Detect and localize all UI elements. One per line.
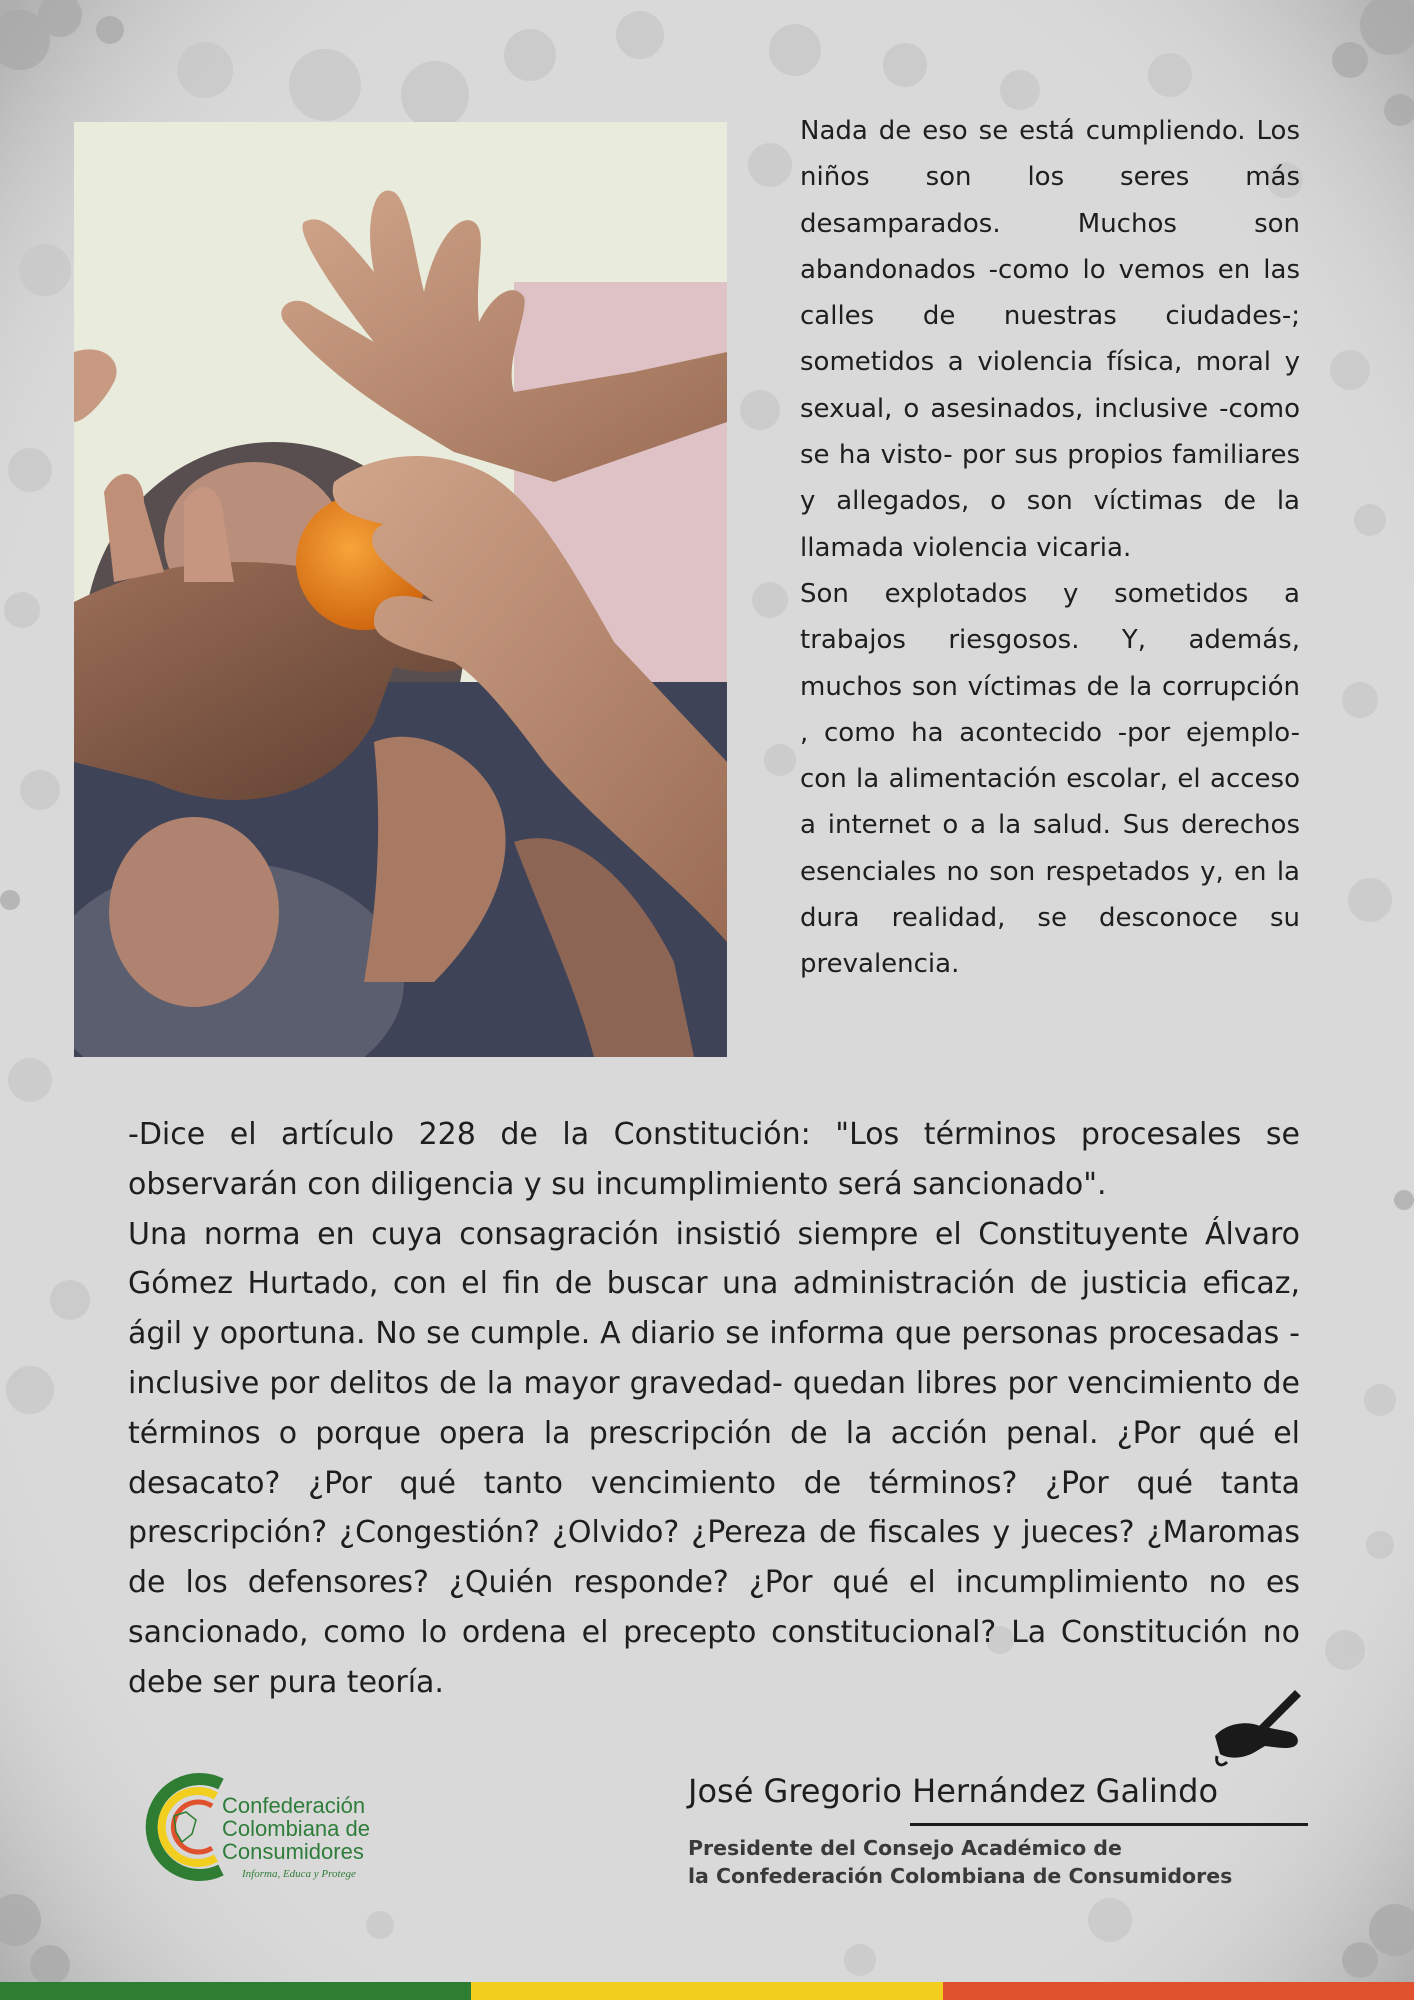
column-paragraph: Nada de eso se está cumpliendo. Los niños son los seres más desamparados. Muchos son abandonados -como lo vemos en las calles de nuestras ciudades-; sometidos a violencia física, moral y sexual, o asesinados, inclusive -como se ha visto- por sus propios familiares y allegados, o son víctimas de la llamada violencia vicaria. <box>800 116 1300 563</box>
signature-role-line: Presidente del Consejo Académico de <box>688 1836 1122 1860</box>
stripe-green <box>0 1982 471 2000</box>
flag-stripes <box>0 1982 1414 2000</box>
logo-line: Consumidores <box>222 1839 364 1864</box>
article-column-text <box>800 108 1300 988</box>
column-paragraph: Son explotados y sometidos a trabajos riesgosos. Y, además, muchos son víctimas de la corrupción , como ha acontecido -por ejemplo- con la alimentación escolar, el acceso a internet o a la salud. Sus derechos esenciales no son respetados y, en la dura realidad, se desconoce su prevalencia. <box>800 578 1300 980</box>
logo-tagline: Informa, Educa y Protege <box>242 1868 356 1880</box>
stripe-yellow <box>471 1982 942 2000</box>
signature-role <box>688 1834 1232 1890</box>
hand-writing-pen-icon <box>1205 1686 1303 1774</box>
stripe-red <box>943 1982 1414 2000</box>
signature-role-line: la Confederación Colombiana de Consumidores <box>688 1864 1233 1888</box>
article-wide-text <box>128 1110 1300 1708</box>
signature-name: José Gregorio Hernández Galindo <box>688 1772 1219 1810</box>
wide-paragraph: -Dice el artículo 228 de la Constitución: "Los términos procesales se observarán con diligencia y su incumplimiento será sancionado". <box>128 1117 1300 1202</box>
logo-line: Colombiana de <box>222 1816 370 1841</box>
children-hands-photo <box>74 122 727 1057</box>
wide-paragraph: Una norma en cuya consagración insistió siempre el Constituyente Álvaro Gómez Hurtado, con el fin de buscar una administración de justicia eficaz, ágil y oportuna. No se cumple. A diario se informa que personas procesadas -inclusive por delitos de la mayor gravedad- quedan libres por vencimiento de términos o porque opera la prescripción de la acción penal. ¿Por qué el desacato? ¿Por qué tanto vencimiento de términos? ¿Por qué tanta prescripción? ¿Congestión? ¿Olvido? ¿Pereza de fiscales y jueces? ¿Maromas de los defensores? ¿Quién responde? ¿Por qué el incumplimiento no es sancionado, como lo ordena el precepto constitucional? La Constitución no debe ser pura teoría. <box>128 1216 1300 1700</box>
signature-line <box>910 1823 1308 1826</box>
logo-text <box>222 1794 370 1863</box>
logo-line: Confederación <box>222 1793 366 1818</box>
